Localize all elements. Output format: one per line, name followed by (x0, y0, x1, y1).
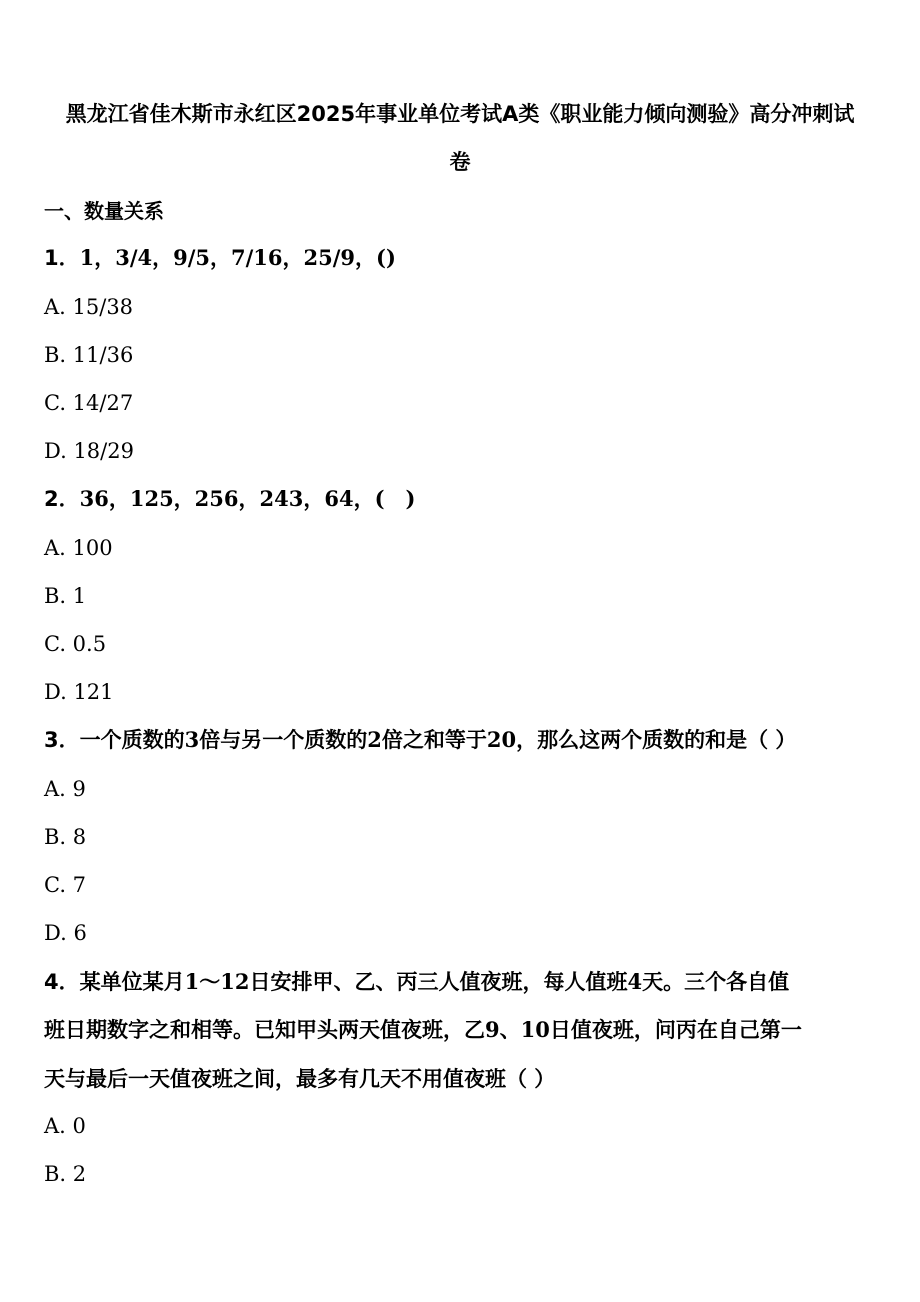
question-number: 1． (44, 246, 80, 270)
option-b: B. 8 (44, 825, 87, 849)
option-c: C. 0.5 (44, 632, 107, 656)
document-title-line-1: 黑龙江省佳木斯市永红区2025年事业单位考试A类《职业能力倾向测验》高分冲刺试 (65, 102, 855, 126)
question-3 (44, 727, 880, 753)
option-d: D. 121 (44, 680, 114, 704)
option-b: B. 1 (44, 584, 87, 608)
question-number: 4． (44, 970, 80, 994)
option-c: C. 14/27 (44, 391, 134, 415)
question-1 (44, 245, 880, 271)
question-text: 天与最后一天值夜班之间，最多有几天不用值夜班（ ） (44, 1066, 556, 1091)
question-text: 班日期数字之和相等。已知甲头两天值夜班，乙9、10日值夜班，问丙在自己第一 (44, 1017, 802, 1042)
question-text: 1，3/4，9/5，7/16，25/9，() (79, 245, 396, 270)
option-d: D. 18/29 (44, 439, 134, 463)
question-text: 36，125，256，243，64，( ) (79, 486, 416, 511)
option-a: A. 0 (44, 1114, 86, 1138)
option-d: D. 6 (44, 921, 87, 945)
question-number: 2． (44, 487, 80, 511)
question-4 (44, 969, 880, 995)
option-a: A. 100 (44, 536, 113, 560)
question-number: 3． (44, 728, 80, 752)
question-4-line-3 (44, 1066, 880, 1092)
question-text: 一个质数的3倍与另一个质数的2倍之和等于20，那么这两个质数的和是（ ） (79, 727, 797, 752)
question-2 (44, 486, 880, 512)
option-b: B. 11/36 (44, 343, 134, 367)
question-text: 某单位某月1～12日安排甲、乙、丙三人值夜班，每人值班4天。三个各自值 (79, 969, 790, 994)
section-title: 一、数量关系 (44, 199, 164, 223)
option-c: C. 7 (44, 873, 87, 897)
document-title-line-2: 卷 (449, 150, 471, 174)
option-a: A. 15/38 (44, 295, 134, 319)
option-b: B. 2 (44, 1162, 87, 1186)
question-4-line-2 (44, 1017, 880, 1043)
option-a: A. 9 (44, 777, 86, 801)
